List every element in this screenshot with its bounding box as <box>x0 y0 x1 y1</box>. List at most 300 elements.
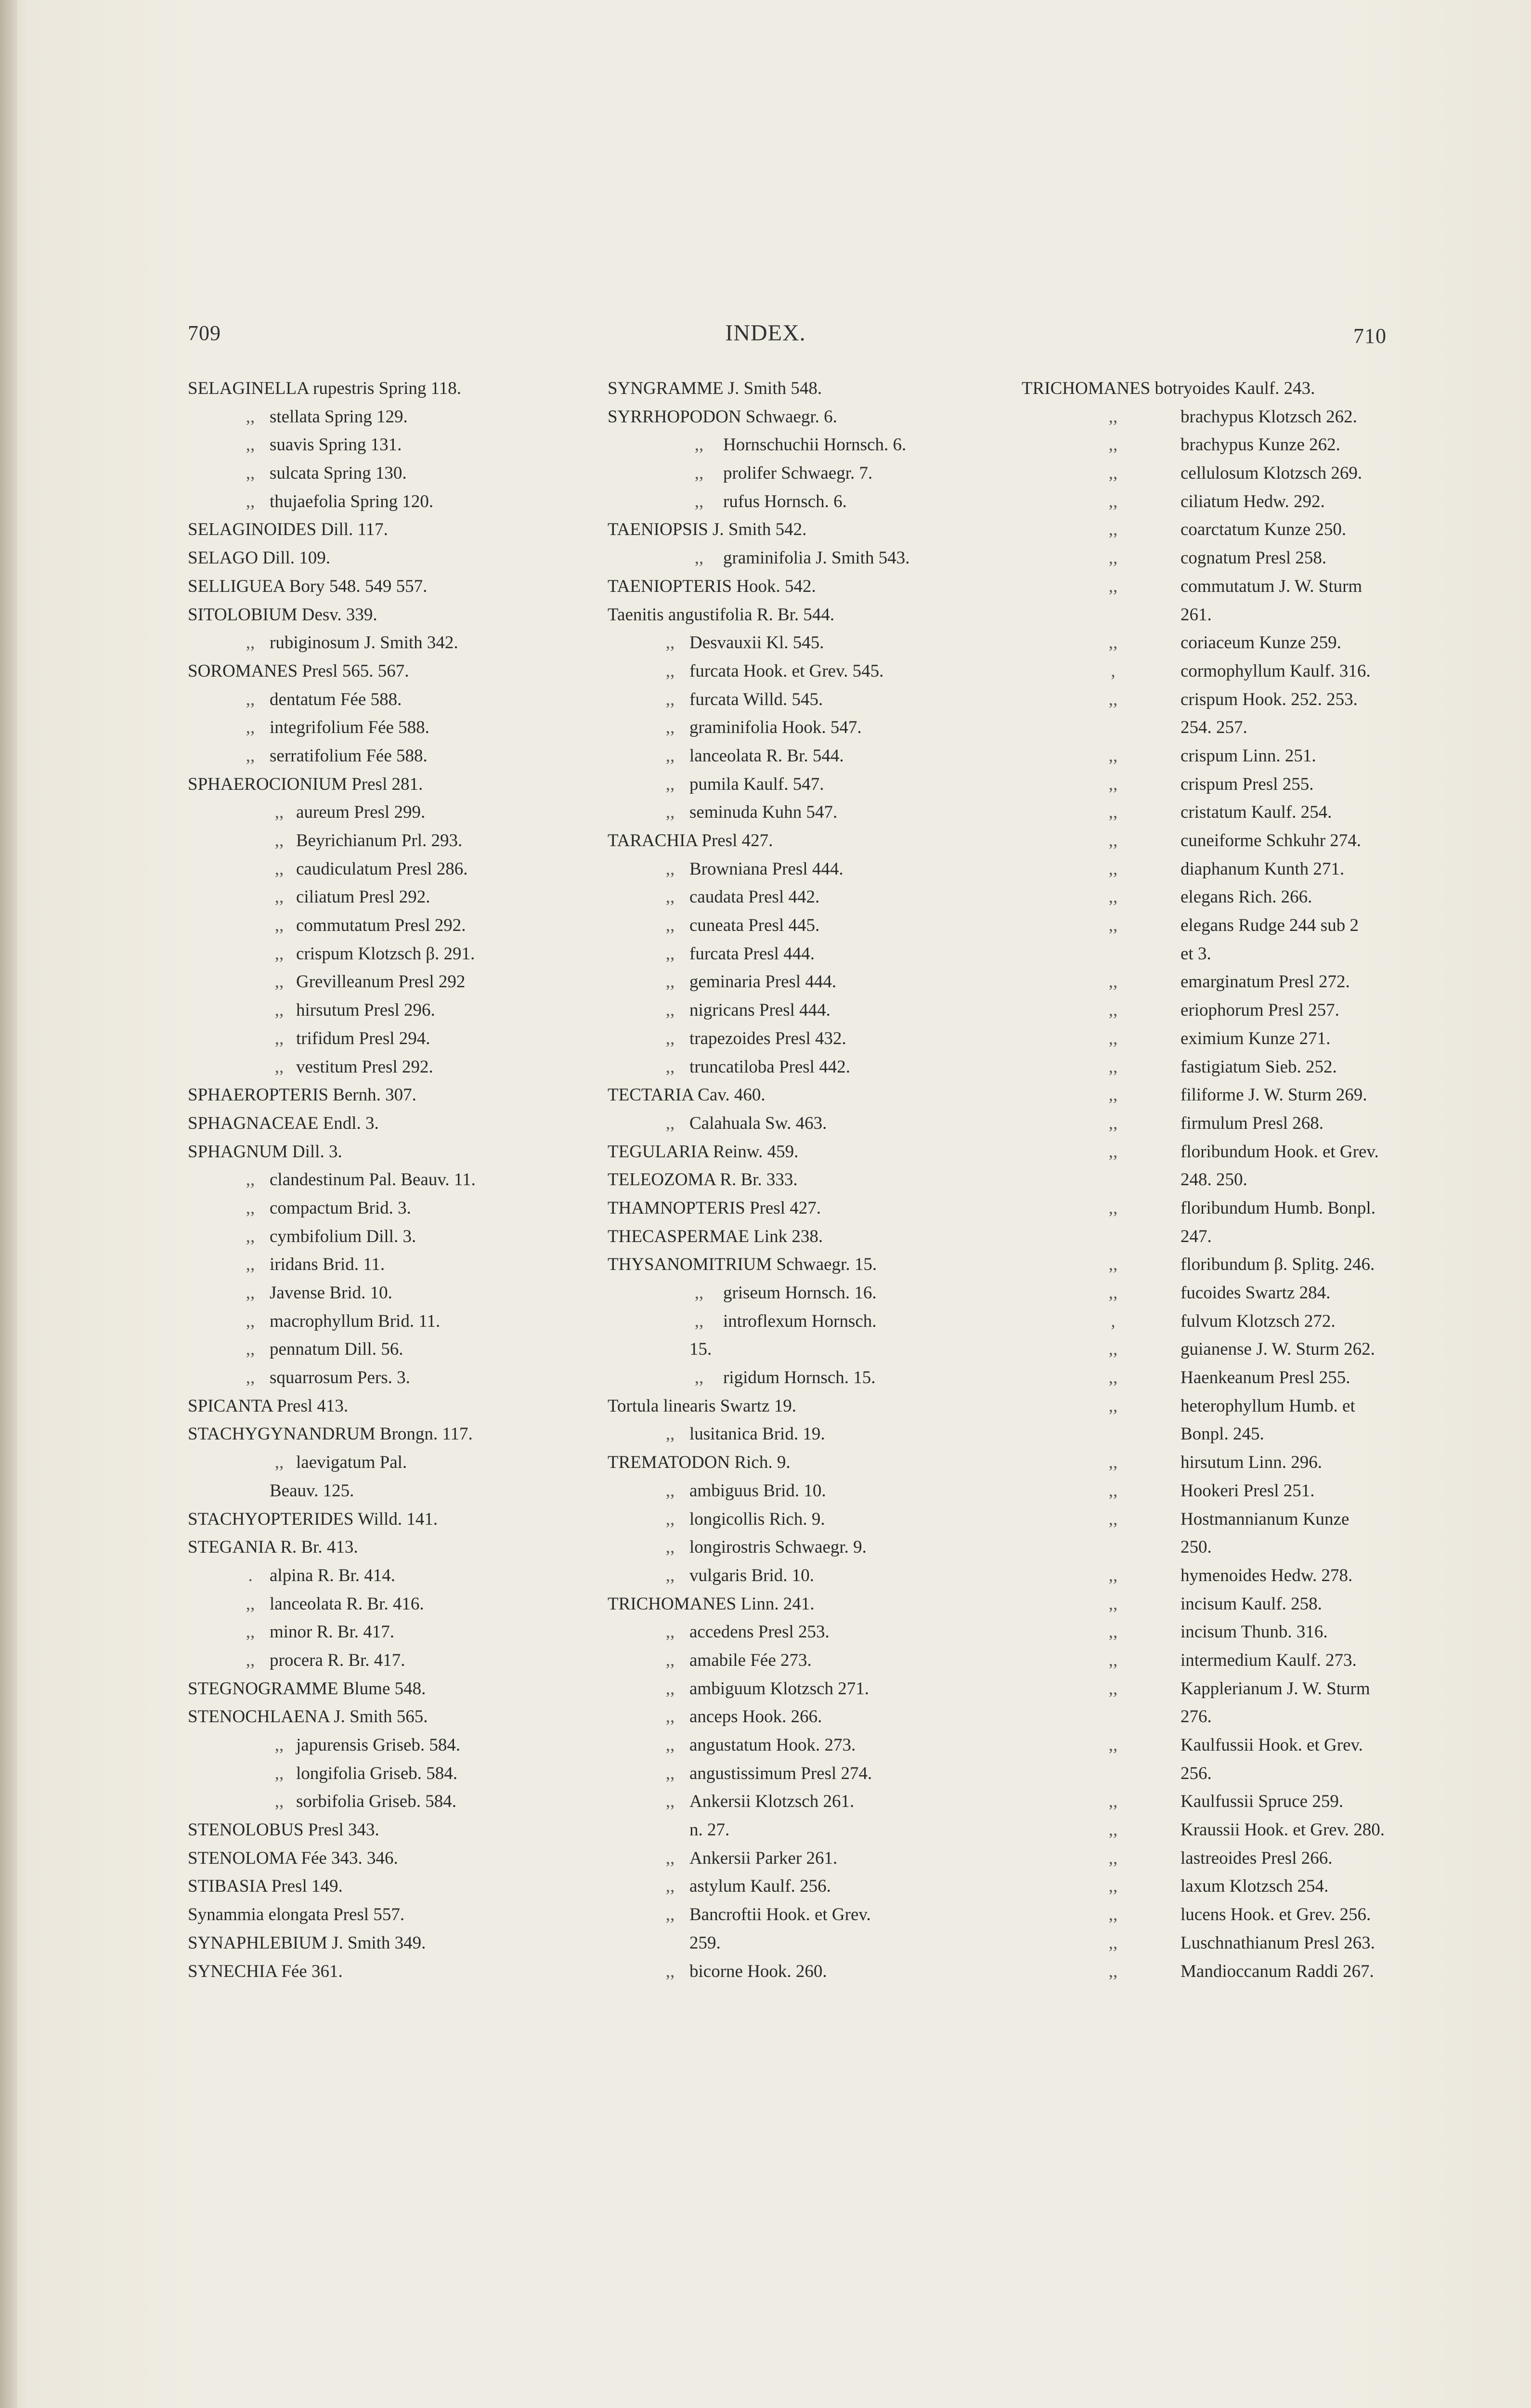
index-entry <box>608 742 988 771</box>
entry-text: graminifolia Hook. 547. <box>689 718 862 738</box>
ditto-mark: ,, <box>694 463 704 484</box>
entry-text: intermedium Kaulf. 273. <box>1181 1650 1357 1670</box>
ditto-mark: ,, <box>1108 1622 1118 1642</box>
index-entry <box>1022 544 1407 573</box>
index-entry <box>1022 629 1407 657</box>
entry-text: THECASPERMAE Link 238. <box>608 1226 823 1246</box>
index-entry <box>188 1223 534 1251</box>
entry-text: Javense Brid. 10. <box>270 1283 392 1303</box>
index-entry <box>188 375 534 403</box>
entry-text: 250. <box>1181 1537 1212 1557</box>
entry-text: caudata Presl 442. <box>689 887 820 907</box>
ditto-mark: ,, <box>1108 1678 1118 1699</box>
ditto-mark: ,, <box>1108 1085 1118 1105</box>
entry-text: hirsutum Presl 296. <box>296 1000 435 1021</box>
ditto-mark: ,, <box>665 746 675 766</box>
index-entry <box>1022 375 1407 403</box>
index-entry <box>608 996 988 1025</box>
index-entry <box>608 1872 988 1901</box>
index-entry <box>188 798 534 827</box>
index-entry <box>1022 1364 1407 1392</box>
ditto-mark: ,, <box>274 916 284 936</box>
index-entry <box>1022 1731 1407 1760</box>
entry-text: SELLIGUEA Bory 548. 549 557. <box>188 576 428 596</box>
index-entry <box>188 1308 534 1336</box>
index-entry <box>1022 940 1407 968</box>
entry-text: SPHAGNUM Dill. 3. <box>188 1141 342 1162</box>
entry-text: SELAGINELLA rupestris Spring 118. <box>188 379 461 398</box>
entry-text: filiforme J. W. Sturm 269. <box>1181 1085 1367 1105</box>
ditto-mark: ,, <box>665 972 675 992</box>
ditto-mark: ,, <box>665 1905 675 1925</box>
entry-text: thujaefolia Spring 120. <box>270 491 434 511</box>
entry-text: dentatum Fée 588. <box>270 689 402 709</box>
entry-text: laevigatum Pal. <box>296 1453 407 1473</box>
index-entry <box>188 883 534 912</box>
entry-text: cuneiforme Schkuhr 274. <box>1181 831 1362 851</box>
entry-text: TELEOZOMA R. Br. 333. <box>608 1170 798 1190</box>
entry-text: 248. 250. <box>1181 1170 1247 1190</box>
ditto-mark: ,, <box>1108 1509 1118 1529</box>
index-entry <box>1022 1251 1407 1279</box>
index-entry <box>188 1675 534 1703</box>
index-entry <box>608 1845 988 1873</box>
entry-text: cristatum Kaulf. 254. <box>1181 802 1332 823</box>
entry-text: SPHAGNACEAE Endl. 3. <box>188 1113 379 1133</box>
entry-text: alpina R. Br. 414. <box>270 1565 396 1585</box>
ditto-mark: ,, <box>1108 1480 1118 1501</box>
index-entry <box>188 1590 534 1619</box>
entry-text: STACHYGYNANDRUM Brongn. 117. <box>188 1424 473 1444</box>
index-entry <box>1022 1703 1407 1731</box>
index-entry <box>188 1420 534 1449</box>
index-entry <box>1022 1929 1407 1958</box>
index-entry <box>188 403 534 432</box>
entry-text: stellata Spring 129. <box>270 406 408 427</box>
entry-text: iridans Brid. 11. <box>270 1255 385 1275</box>
entry-text: introflexum Hornsch. <box>723 1311 877 1331</box>
entry-text: TRICHOMANES Linn. 241. <box>608 1594 815 1614</box>
ditto-mark: ,, <box>665 916 675 936</box>
entry-text: TARACHIA Presl 427. <box>608 831 773 851</box>
entry-text: emarginatum Presl 272. <box>1181 972 1350 992</box>
ditto-mark: ,, <box>274 887 284 907</box>
index-entry <box>608 1647 988 1675</box>
ditto-mark: , <box>1111 661 1116 681</box>
entry-text: crispum Klotzsch β. 291. <box>296 943 475 964</box>
index-entry <box>188 1053 534 1082</box>
index-entry <box>608 1420 988 1449</box>
index-entry <box>1022 912 1407 940</box>
entry-text: Grevilleanum Presl 292 <box>296 972 466 992</box>
entry-text: 276. <box>1181 1707 1212 1727</box>
ditto-mark: . <box>248 1565 253 1585</box>
entry-text: STIBASIA Presl 149. <box>188 1876 343 1897</box>
index-entry <box>1022 403 1407 432</box>
ditto-mark: ,, <box>665 689 675 709</box>
index-entry <box>188 1110 534 1138</box>
ditto-mark: ,, <box>1108 1565 1118 1585</box>
index-entry <box>188 827 534 855</box>
ditto-mark: ,, <box>665 1792 675 1812</box>
index-entry <box>608 573 988 601</box>
index-entry <box>188 1533 534 1562</box>
index-entry <box>1022 686 1407 714</box>
ditto-mark: ,, <box>1108 1905 1118 1925</box>
index-entry <box>608 912 988 940</box>
ditto-mark: ,, <box>665 1113 675 1133</box>
entry-text: SYNAPHLEBIUM J. Smith 349. <box>188 1933 426 1953</box>
entry-text: STEGNOGRAMME Blume 548. <box>188 1678 426 1699</box>
index-entry <box>188 1647 534 1675</box>
entry-text: eriophorum Presl 257. <box>1181 1000 1339 1021</box>
ditto-mark: ,, <box>665 887 675 907</box>
index-entry <box>608 855 988 884</box>
entry-text: truncatiloba Presl 442. <box>689 1057 850 1077</box>
ditto-mark: ,, <box>1108 1961 1118 1981</box>
ditto-mark: ,, <box>665 1537 675 1557</box>
index-entry <box>608 1703 988 1731</box>
index-entry <box>608 1392 988 1421</box>
ditto-mark: ,, <box>246 1283 255 1303</box>
entry-text: accedens Presl 253. <box>689 1622 830 1642</box>
index-column-1 <box>188 375 534 1986</box>
entry-text: diaphanum Kunth 271. <box>1181 859 1345 879</box>
index-entry <box>1022 1845 1407 1873</box>
index-entry <box>188 431 534 459</box>
entry-text: SPHAEROCIONIUM Presl 281. <box>188 774 423 794</box>
index-entry <box>1022 1505 1407 1534</box>
index-entry <box>608 1958 988 1986</box>
entry-text: minor R. Br. 417. <box>270 1622 395 1642</box>
ditto-mark: ,, <box>694 548 704 568</box>
index-entry <box>1022 1053 1407 1082</box>
entry-text: fastigiatum Sieb. 252. <box>1181 1057 1337 1077</box>
index-entry <box>608 1477 988 1505</box>
entry-text: elegans Rudge 244 sub 2 <box>1181 916 1359 936</box>
ditto-mark: ,, <box>246 1170 255 1190</box>
ditto-mark: ,, <box>274 943 284 964</box>
index-entry <box>608 1929 988 1958</box>
ditto-mark: ,, <box>1108 1594 1118 1614</box>
entry-text: STEGANIA R. Br. 413. <box>188 1537 358 1557</box>
index-entry <box>608 1816 988 1845</box>
index-entry <box>188 1731 534 1760</box>
index-entry <box>188 544 534 573</box>
index-entry <box>188 1025 534 1053</box>
ditto-mark: ,, <box>274 1057 284 1077</box>
index-entry <box>608 1223 988 1251</box>
entry-text: hymenoides Hedw. 278. <box>1181 1565 1353 1585</box>
ditto-mark: ,, <box>246 1255 255 1275</box>
ditto-mark: ,, <box>246 406 255 427</box>
entry-text: guianense J. W. Sturm 262. <box>1181 1339 1375 1360</box>
index-entry <box>188 1335 534 1364</box>
entry-text: SYRRHOPODON Schwaegr. 6. <box>608 406 837 427</box>
entry-text: longicollis Rich. 9. <box>689 1509 825 1529</box>
entry-text: sorbifolia Griseb. 584. <box>296 1792 456 1812</box>
index-entry <box>1022 742 1407 771</box>
ditto-mark: ,, <box>665 1707 675 1727</box>
index-entry <box>188 1194 534 1223</box>
index-entry <box>1022 1081 1407 1110</box>
right-page-number: 710 <box>1353 324 1387 348</box>
index-entry <box>1022 1308 1407 1336</box>
entry-text: serratifolium Fée 588. <box>270 746 428 766</box>
entry-text: Desvauxii Kl. 545. <box>689 633 824 653</box>
entry-text: vulgaris Brid. 10. <box>689 1565 814 1585</box>
ditto-mark: ,, <box>1108 1820 1118 1840</box>
index-entry <box>608 488 988 516</box>
ditto-mark: ,, <box>665 1565 675 1585</box>
index-entry <box>188 1449 534 1477</box>
entry-text: 261. <box>1181 604 1212 625</box>
index-entry <box>188 855 534 884</box>
entry-text: 259. <box>689 1933 721 1953</box>
index-entry <box>608 1675 988 1703</box>
entry-text: Kaulfussii Hook. et Grev. <box>1181 1735 1363 1755</box>
ditto-mark: ,, <box>1108 689 1118 709</box>
index-entry <box>1022 573 1407 601</box>
index-entry <box>1022 1872 1407 1901</box>
index-entry <box>608 1901 988 1929</box>
index-entry <box>1022 657 1407 686</box>
index-entry <box>188 657 534 686</box>
entry-text: hirsutum Linn. 296. <box>1181 1453 1322 1473</box>
index-entry <box>608 883 988 912</box>
entry-text: Kraussii Hook. et Grev. 280. <box>1181 1820 1385 1840</box>
ditto-mark: ,, <box>246 463 255 484</box>
index-entry <box>188 1081 534 1110</box>
entry-text: fulvum Klotzsch 272. <box>1181 1311 1336 1331</box>
ditto-mark: ,, <box>246 1339 255 1360</box>
index-entry <box>608 1166 988 1194</box>
ditto-mark: ,, <box>665 1763 675 1783</box>
index-entry <box>1022 459 1407 488</box>
entry-text: suavis Spring 131. <box>270 435 402 455</box>
index-entry <box>608 431 988 459</box>
entry-text: seminuda Kuhn 547. <box>689 802 838 823</box>
entry-text: SOROMANES Presl 565. 567. <box>188 661 409 681</box>
index-entry <box>608 629 988 657</box>
index-entry <box>188 488 534 516</box>
index-entry <box>188 1929 534 1958</box>
entry-text: firmulum Presl 268. <box>1181 1113 1324 1133</box>
entry-text: floribundum Hook. et Grev. <box>1181 1141 1379 1162</box>
ditto-mark: ,, <box>1108 802 1118 823</box>
ditto-mark: ,, <box>694 435 704 455</box>
ditto-mark: ,, <box>665 774 675 794</box>
entry-text: crispum Hook. 252. 253. <box>1181 689 1358 709</box>
index-column-3 <box>1022 375 1407 1986</box>
ditto-mark: ,, <box>274 1000 284 1021</box>
entry-text: SITOLOBIUM Desv. 339. <box>188 604 377 625</box>
entry-text: coriaceum Kunze 259. <box>1181 633 1341 653</box>
entry-text: lastreoides Presl 266. <box>1181 1848 1333 1868</box>
entry-text: lanceolata R. Br. 416. <box>270 1594 424 1614</box>
ditto-mark: ,, <box>1108 406 1118 427</box>
index-entry <box>1022 1279 1407 1308</box>
index-entry <box>1022 1788 1407 1816</box>
ditto-mark: ,, <box>274 1453 284 1473</box>
ditto-mark: ,, <box>665 661 675 681</box>
index-entry <box>1022 1816 1407 1845</box>
entry-text: SYNECHIA Fée 361. <box>188 1961 343 1981</box>
index-entry <box>188 601 534 629</box>
index-entry <box>188 940 534 968</box>
ditto-mark: ,, <box>1108 916 1118 936</box>
index-entry <box>608 827 988 855</box>
ditto-mark: ,, <box>665 1876 675 1897</box>
entry-text: elegans Rich. 266. <box>1181 887 1312 907</box>
entry-text: laxum Klotzsch 254. <box>1181 1876 1329 1897</box>
entry-text: Hornschuchii Hornsch. 6. <box>723 435 907 455</box>
ditto-mark: ,, <box>246 746 255 766</box>
index-entry <box>1022 1760 1407 1788</box>
entry-text: n. 27. <box>689 1820 730 1840</box>
entry-text: STACHYOPTERIDES Willd. 141. <box>188 1509 438 1529</box>
index-entry <box>608 1279 988 1308</box>
ditto-mark: ,, <box>246 1650 255 1670</box>
ditto-mark: ,, <box>1108 1368 1118 1388</box>
ditto-mark: ,, <box>274 831 284 851</box>
entry-text: graminifolia J. Smith 543. <box>723 548 910 568</box>
entry-text: eximium Kunze 271. <box>1181 1028 1331 1048</box>
entry-text: crispum Presl 255. <box>1181 774 1314 794</box>
index-entry <box>188 1703 534 1731</box>
entry-text: 15. <box>689 1339 712 1360</box>
index-entry <box>188 1816 534 1845</box>
index-entry <box>608 1053 988 1082</box>
index-entry <box>608 1194 988 1223</box>
ditto-mark: ,, <box>1108 887 1118 907</box>
entry-text: aureum Presl 299. <box>296 802 426 823</box>
index-entry <box>1022 827 1407 855</box>
entry-text: Hookeri Presl 251. <box>1181 1480 1315 1501</box>
entry-text: 254. 257. <box>1181 718 1247 738</box>
ditto-mark: ,, <box>665 1028 675 1048</box>
index-entry <box>608 1731 988 1760</box>
index-entry <box>188 1505 534 1534</box>
ditto-mark: ,, <box>1108 633 1118 653</box>
entry-text: squarrosum Pers. 3. <box>270 1368 410 1388</box>
ditto-mark: ,, <box>1108 463 1118 484</box>
index-entry <box>1022 1590 1407 1619</box>
index-entry <box>608 714 988 742</box>
entry-text: prolifer Schwaegr. 7. <box>723 463 873 484</box>
index-entry <box>188 1845 534 1873</box>
index-entry <box>1022 714 1407 742</box>
ditto-mark: ,, <box>1108 1028 1118 1048</box>
entry-text: Kapplerianum J. W. Sturm <box>1181 1678 1370 1699</box>
index-entry <box>188 1279 534 1308</box>
ditto-mark: ,, <box>1108 1396 1118 1416</box>
entry-text: longirostris Schwaegr. 9. <box>689 1537 867 1557</box>
entry-text: 256. <box>1181 1763 1212 1783</box>
entry-text: rubiginosum J. Smith 342. <box>270 633 458 653</box>
entry-text: cormophyllum Kaulf. 316. <box>1181 661 1371 681</box>
entry-text: incisum Thunb. 316. <box>1181 1622 1328 1642</box>
entry-text: Bancroftii Hook. et Grev. <box>689 1905 871 1925</box>
page-title: INDEX. <box>725 320 806 346</box>
entry-text: ciliatum Hedw. 292. <box>1181 491 1325 511</box>
ditto-mark: ,, <box>665 1509 675 1529</box>
index-entry <box>1022 431 1407 459</box>
index-entry <box>188 1901 534 1929</box>
ditto-mark: ,, <box>1108 1198 1118 1218</box>
entry-text: rigidum Hornsch. 15. <box>723 1368 876 1388</box>
index-entry <box>188 459 534 488</box>
ditto-mark: ,, <box>665 718 675 738</box>
index-entry <box>1022 1110 1407 1138</box>
ditto-mark: ,, <box>694 491 704 511</box>
index-entry <box>1022 883 1407 912</box>
ditto-mark: ,, <box>246 689 255 709</box>
entry-text: pennatum Dill. 56. <box>270 1339 403 1360</box>
index-entry <box>608 1618 988 1647</box>
index-entry <box>1022 516 1407 544</box>
entry-text: Browniana Presl 444. <box>689 859 843 879</box>
ditto-mark: ,, <box>1108 435 1118 455</box>
ditto-mark: ,, <box>694 1283 704 1303</box>
index-entry <box>188 1166 534 1194</box>
index-entry <box>1022 1901 1407 1929</box>
entry-text: anceps Hook. 266. <box>689 1707 822 1727</box>
ditto-mark: ,, <box>665 1000 675 1021</box>
index-entry <box>188 771 534 799</box>
ditto-mark: ,, <box>665 802 675 823</box>
index-entry <box>608 375 988 403</box>
index-entry <box>188 1251 534 1279</box>
ditto-mark: ,, <box>1108 774 1118 794</box>
entry-text: TECTARIA Cav. 460. <box>608 1085 766 1105</box>
entry-text: procera R. Br. 417. <box>270 1650 405 1670</box>
ditto-mark: ,, <box>246 1198 255 1218</box>
index-entry <box>608 403 988 432</box>
index-entry <box>1022 1223 1407 1251</box>
ditto-mark: ,, <box>1108 1113 1118 1133</box>
index-entry <box>1022 1166 1407 1194</box>
index-entry <box>1022 1392 1407 1421</box>
index-entry <box>188 742 534 771</box>
index-entry <box>1022 1562 1407 1590</box>
entry-text: Beyrichianum Prl. 293. <box>296 831 463 851</box>
ditto-mark: ,, <box>1108 859 1118 879</box>
index-entry <box>188 573 534 601</box>
index-column-2 <box>608 375 988 1986</box>
ditto-mark: ,, <box>1108 1255 1118 1275</box>
entry-text: Synammia elongata Presl 557. <box>188 1905 405 1925</box>
index-entry <box>608 1364 988 1392</box>
ditto-mark: ,, <box>1108 972 1118 992</box>
entry-text: cymbifolium Dill. 3. <box>270 1226 416 1246</box>
entry-text: Tortula linearis Swartz 19. <box>608 1396 796 1416</box>
index-entry <box>608 657 988 686</box>
entry-text: Ankersii Parker 261. <box>689 1848 838 1868</box>
index-entry <box>1022 996 1407 1025</box>
entry-text: SELAGINOIDES Dill. 117. <box>188 520 388 540</box>
index-entry <box>188 1562 534 1590</box>
index-entry <box>608 771 988 799</box>
entry-text: THYSANOMITRIUM Schwaegr. 15. <box>608 1255 877 1275</box>
index-entry <box>1022 1958 1407 1986</box>
index-entry <box>1022 1335 1407 1364</box>
entry-text: SYNGRAMME J. Smith 548. <box>608 379 822 398</box>
entry-text: SPICANTA Presl 413. <box>188 1396 349 1416</box>
entry-text: integrifolium Fée 588. <box>270 718 429 738</box>
entry-text: nigricans Presl 444. <box>689 1000 830 1021</box>
ditto-mark: ,, <box>1108 491 1118 511</box>
